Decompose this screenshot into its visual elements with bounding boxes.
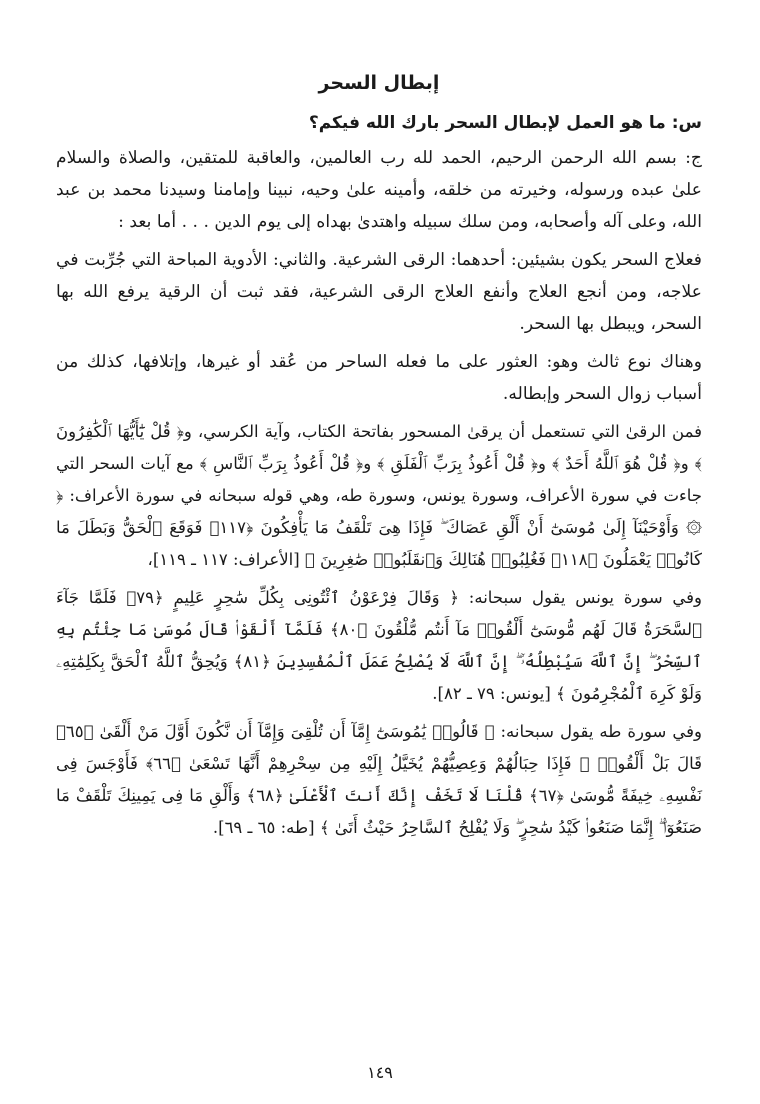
page-number: ١٤٩ (367, 1063, 393, 1082)
treatment-paragraph: فعلاج السحر يكون بشيئين: أحدهما: الرقى الشرعية. والثاني: الأدوية المباحة التي جُرِّبت في علاجه، ومن أنجع العلاج وأنفع العلاج الرقى الشرعية، فقد ثبت أن الرقية يرفع الله بها السحر، ويبطل بها السحر. (56, 250, 702, 334)
book-page (56, 68, 702, 1074)
section-title: إبطال السحر (318, 72, 440, 94)
question-text: س: ما هو العمل لإبطال السحر بارك الله فيكم؟ (308, 113, 702, 133)
taha-paragraph: وفي سورة طه يقول سبحانه: ﴿ قَالُوا۟ يَٰمُوسَىٰٓ إِمَّآ أَن تُلْقِىَ وَإِمَّآ أَن نَّكُونَ أَوَّلَ مَنْ أَلْقَىٰ ﴿٦٥﴾ قَالَ بَلْ أَلْقُوا۟ ۖ فَإِذَا حِبَالُهُمْ وَعِصِيُّهُمْ يُخَيَّلُ إِلَيْهِ مِن سِحْرِهِمْ أَنَّهَا تَسْعَىٰ ﴿٦٦﴾ فَأَوْجَسَ فِى نَفْسِهِۦ خِيفَةً مُّوسَىٰ ﴿٦٧﴾ قُلْنَا لَا تَخَفْ إِنَّكَ أَنتَ ٱلْأَعْلَىٰ ﴿٦٨﴾ وَأَلْقِ مَا فِى يَمِينِكَ تَلْقَفْ مَا صَنَعُوٓا۟ ۖ إِنَّمَا صَنَعُوا۟ كَيْدُ سَٰحِرٍ ۖ وَلَا يُفْلِحُ ٱلسَّاحِرُ حَيْثُ أَتَىٰ ﴾ [طه: ٦٥ ـ ٦٩]. (56, 722, 703, 837)
ruqyah-araf-paragraph: فمن الرقىٰ التي تستعمل أن يرقىٰ المسحور بفاتحة الكتاب، وآية الكرسي، و﴿ قُلْ يَٰٓأَيُّهَا ٱلْكَٰفِرُونَ ﴾ و﴿ قُلْ هُوَ ٱللَّهُ أَحَدٌ ﴾ و﴿ قُلْ أَعُوذُ بِرَبِّ ٱلْفَلَقِ ﴾ و﴿ قُلْ أَعُوذُ بِرَبِّ ٱلنَّاسِ ﴾ مع آيات السحر التي جاءت في سورة الأعراف، وسورة يونس، وسورة طه، وهي قوله سبحانه في سورة الأعراف: ﴿ ۞ وَأَوْحَيْنَآ إِلَىٰ مُوسَىٰٓ أَنْ أَلْقِ عَصَاكَ ۖ فَإِذَا هِىَ تَلْقَفُ مَا يَأْفِكُونَ ﴿١١٧﴾ فَوَقَعَ ٱلْحَقُّ وَبَطَلَ مَا كَانُوا۟ يَعْمَلُونَ ﴿١١٨﴾ فَغُلِبُوا۟ هُنَالِكَ وَٱنقَلَبُوا۟ صَٰغِرِينَ ﴾ [الأعراف: ١١٧ ـ ١١٩]، (56, 422, 702, 569)
third-type-paragraph: وهناك نوع ثالث وهو: العثور على ما فعله الساحر من عُقد أو غيرها، وإتلافها، كذلك من أسباب زوال السحر وإبطاله. (56, 352, 702, 404)
yunus-paragraph: وفي سورة يونس يقول سبحانه: ﴿ وَقَالَ فِرْعَوْنُ ٱئْتُونِى بِكُلِّ سَٰحِرٍ عَلِيمٍ ﴿٧٩﴾ فَلَمَّا جَآءَ ٱلسَّحَرَةُ قَالَ لَهُم مُّوسَىٰٓ أَلْقُوا۟ مَآ أَنتُم مُّلْقُونَ ﴿٨٠﴾ فَلَمَّآ أَلْقَوْا۟ قَالَ مُوسَىٰ مَا جِئْتُم بِهِ ٱلسِّحْرُ ۖ إِنَّ ٱللَّهَ سَيُبْطِلُهُۥٓ ۖ إِنَّ ٱللَّهَ لَا يُصْلِحُ عَمَلَ ٱلْمُفْسِدِينَ ﴿٨١﴾ وَيُحِقُّ ٱللَّهُ ٱلْحَقَّ بِكَلِمَٰتِهِۦ وَلَوْ كَرِهَ ٱلْمُجْرِمُونَ ﴾ [يونس: ٧٩ ـ ٨٢]. (56, 588, 703, 703)
answer-opening-paragraph: ج: بسم الله الرحمن الرحيم، الحمد لله رب العالمين، والعاقبة للمتقين، والصلاة والسلام علىٰ عبده ورسوله، وخيرته من خلقه، وأمينه علىٰ وحيه، نبينا وإمامنا وسيدنا محمد بن عبد الله، وعلى آله وأصحابه، ومن سلك سبيله واهتدىٰ بهداه إلى يوم الدين . . . أما بعد : (56, 148, 702, 232)
